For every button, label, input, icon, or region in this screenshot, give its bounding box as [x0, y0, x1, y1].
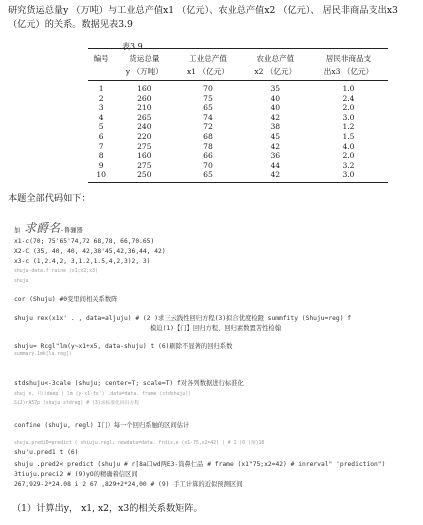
unit-cell: 出x3 （亿元） [309, 65, 388, 81]
code-line-11: confine (shuju, regl) I门）每一个回归系触的区间估计 [14, 422, 190, 429]
code-line-10b: shuj n, 只口deep ( lm (y-x1-fx') .data=data. frame (stdshuju)) [14, 392, 192, 397]
table-cell: 78 [203, 141, 213, 151]
table-units-row [88, 65, 388, 81]
code-line-5: shuju-data.f raine (x1;x2;x3) [14, 269, 98, 274]
table-cell: 275 [137, 160, 152, 170]
table-cell: 160 [137, 151, 152, 161]
table-row [88, 113, 388, 123]
table-cell: 68 [203, 131, 213, 141]
table-cell: 40 [270, 103, 281, 113]
code-line-14: shuju .pred2< predict (shuju # r[8a口wd两E3-筒鼻仁品 # frame (x1"75;x2=42) # inrerval" 'prediction") [14, 461, 386, 468]
code-line-10: stdshuju<-3cale (shuju; center=T; scale=T) f对各列数据进行标准化 [14, 380, 244, 387]
table-cell: 3.0 [309, 170, 388, 182]
unit-cell: x2 （亿元） [242, 65, 309, 81]
table-row [88, 132, 388, 142]
table-cell: 66 [203, 151, 213, 161]
question-1: （1）计算出y， x1, x2，x3的相关系数矩阵。 [12, 503, 203, 514]
code-line-8b: 模迫(1)【门】回归方程、回归素数置苫性检翰 [150, 325, 282, 332]
table-cell: 3.0 [342, 112, 355, 122]
intro-line-2: （亿元）的关系。数据见表3.9 [8, 19, 133, 30]
table-cell: 38 [270, 122, 281, 132]
table-cell: 6 [98, 131, 104, 141]
table-cell: 70 [203, 84, 213, 93]
code-prefix: 加 [14, 227, 21, 234]
table-cell: 74 [203, 112, 213, 122]
header-cell: 货运总量 [114, 49, 174, 66]
table-cell: 240 [137, 122, 152, 132]
intro-line-1: 研究货运总量y （万吨）与工业总产值x1 （亿元）、农业总产值x2 （亿元）、 居民非商品支出x3 [8, 5, 398, 16]
table-cell: 210 [137, 103, 152, 113]
table-cell: 1 [98, 84, 104, 93]
data-table [88, 48, 388, 183]
table-cell: 3 [98, 103, 104, 113]
code-line-4: x3-c (1,2.4,2, 3,1.2,1.5,4,2,3)2, 3) [14, 258, 151, 265]
code-line-12: shuju.prediD=predict ( shiuju.regl, newdata=data. frdis,e (x1-75,x2=42) ) # 1 )0 (预)10 [14, 441, 265, 446]
table-cell: 5 [98, 122, 104, 132]
code-line-16: 267,929-2*24.08 i 2 67 ,829+2*24,00 # (9) 手工计算的近似预测区间 [14, 481, 243, 488]
table-row [88, 170, 388, 182]
table-cell: 2 [98, 93, 104, 103]
table-cell: 36 [270, 151, 281, 161]
table-cell: 3.2 [342, 160, 355, 170]
table-row [88, 81, 388, 94]
table-cell: 275 [137, 141, 152, 151]
table-cell: 65 [174, 170, 241, 182]
table-row [88, 94, 388, 104]
table-row [88, 103, 388, 113]
table-cell: 7 [98, 141, 104, 151]
table-cell: 42 [242, 170, 309, 182]
table-cell: 10 [88, 170, 114, 182]
code-line-7: cor (Shuju) #0变里间相关系数阵 [14, 296, 118, 303]
table-cell: 9 [98, 160, 104, 170]
table-cell: 45 [270, 131, 281, 141]
code-line-13: shu'u.pred1 t (6) [14, 449, 79, 456]
table-cell: 1.5 [342, 131, 355, 141]
table-cell: 1.2 [342, 122, 355, 132]
handwritten-title: 求爵名 [24, 221, 61, 235]
code-line-1 [14, 219, 83, 236]
unit-cell: x1 （亿元） [174, 65, 241, 81]
code-line-9b: summary.1mk[lu.reg]) [14, 352, 72, 357]
table-cell: 40 [270, 93, 281, 103]
code-line-9: shuju= Rcgl"lm(y~x1+x5, data-shuju) t (6)刷除不显著的回归系数 [14, 343, 233, 350]
code-line-8a: shuju rex(x1x' . , data=aljuju) # (2 )求三云践性回归方程(3)拟合优度检蹬 summfity (Shuju=reg) f [14, 315, 352, 322]
table-cell: 220 [137, 131, 152, 141]
header-cell: 农业总产值 [242, 49, 309, 66]
table-cell: 4 [98, 112, 104, 122]
table-cell: 2.0 [342, 103, 355, 113]
table-cell: 44 [270, 160, 281, 170]
table-cell: 265 [137, 112, 152, 122]
table-cell: 8 [98, 151, 104, 161]
code-line-6: shuju [14, 279, 29, 284]
code-suffix: -鲁骊器 [60, 227, 83, 234]
table-cell: 2.4 [342, 93, 355, 103]
table-cell: 250 [114, 170, 174, 182]
unit-cell [88, 65, 114, 81]
section-title: 本题全部代码如下： [8, 193, 91, 204]
header-cell: 居民非商品支 [309, 49, 388, 66]
code-line-2: x1-c(70; 75'65'74,72 68,78, 66,70.65) [14, 238, 155, 245]
table-cell: 42 [270, 141, 281, 151]
table-cell: 65 [203, 103, 213, 113]
table-cell: 75 [203, 93, 213, 103]
unit-cell: y （万吨） [114, 65, 174, 81]
table-header-row [88, 49, 388, 66]
table-cell: 42 [270, 112, 281, 122]
table-cell: 4.0 [342, 141, 355, 151]
table-cell: 2.0 [342, 151, 355, 161]
table-caption: 表3.9 [122, 42, 143, 51]
code-line-10c: SiJ)rA57p (shuju stdreg) # (3)求标准化回归方程 [14, 401, 140, 406]
table-cell: 260 [137, 93, 152, 103]
table-cell: 35 [270, 84, 281, 93]
table-cell: 1.0 [342, 84, 355, 93]
table-body [88, 81, 388, 183]
header-cell: 编号 [88, 49, 114, 66]
table-cell: 160 [137, 84, 152, 93]
intro-paragraph [8, 4, 418, 32]
header-cell: 工业总产值 [174, 49, 241, 66]
table-row [88, 142, 388, 152]
table-row [88, 122, 388, 132]
table-row [88, 161, 388, 171]
table-cell: 70 [203, 160, 213, 170]
table-row [88, 151, 388, 161]
table-cell: 72 [203, 122, 213, 132]
code-line-3: X2-C (35, 40, 40, 42,38'45,42,36,44, 42) [14, 248, 166, 255]
code-line-15: 3tiuju.preci2 # (9)yO的精确着信区间 [14, 471, 138, 478]
